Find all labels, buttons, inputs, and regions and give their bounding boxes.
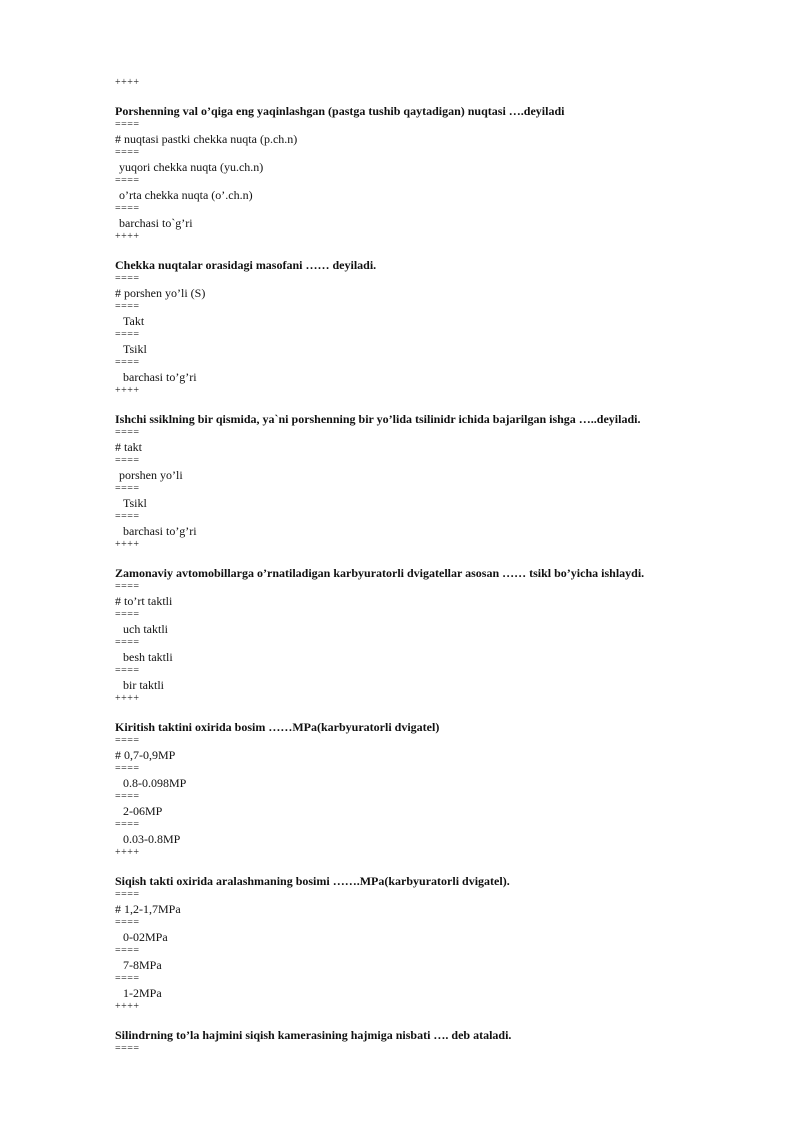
answer-option: 7-8MPa [123, 958, 162, 972]
answer-option: 2-06MP [123, 804, 163, 818]
separator: ==== [115, 427, 140, 438]
separator: ==== [115, 273, 140, 284]
separator: ==== [115, 1043, 140, 1054]
answer-correct: # takt [115, 440, 142, 454]
separator: ==== [115, 945, 140, 956]
answer-correct: # porshen yo’li (S) [115, 286, 206, 300]
answer-option: o’rta chekka nuqta (o’.ch.n) [119, 188, 253, 202]
question-block-6 [115, 874, 755, 1014]
separator-start: ++++ [115, 77, 140, 88]
separator: ==== [115, 917, 140, 928]
question-text: Kiritish taktini oxirida bosim ……MPa(karbyuratorli dvigatel) [115, 720, 440, 734]
separator: ==== [115, 973, 140, 984]
answer-option: 0.8-0.098MP [123, 776, 187, 790]
separator: ++++ [115, 539, 140, 550]
separator: ==== [115, 665, 140, 676]
answer-option: Tsikl [123, 496, 147, 510]
separator: ==== [115, 581, 140, 592]
answer-option: barchasi to`g’ri [119, 216, 193, 230]
answer-correct: # nuqtasi pastki chekka nuqta (p.ch.n) [115, 132, 298, 146]
question-text: Siqish takti oxirida aralashmaning bosimi …….MPa(karbyuratorli dvigatel). [115, 874, 510, 888]
separator: ++++ [115, 693, 140, 704]
answer-option: 0-02MPa [123, 930, 168, 944]
answer-correct: # 0,7-0,9MP [115, 748, 176, 762]
separator: ==== [115, 147, 140, 158]
question-block-7 [115, 1028, 755, 1056]
question-block-5 [115, 720, 755, 860]
separator: ==== [115, 119, 140, 130]
separator: ==== [115, 329, 140, 340]
separator: ==== [115, 483, 140, 494]
answer-option: Tsikl [123, 342, 147, 356]
separator: ==== [115, 763, 140, 774]
separator: ==== [115, 735, 140, 746]
question-text: Zamonaviy avtomobillarga o’rnatiladigan karbyuratorli dvigatellar asosan …… tsikl bo’yicha ishlaydi. [115, 566, 645, 580]
separator: ==== [115, 637, 140, 648]
answer-option: Takt [123, 314, 145, 328]
answer-option: uch taktli [123, 622, 168, 636]
separator: ==== [115, 791, 140, 802]
test-document [115, 76, 755, 1056]
question-block-4 [115, 566, 755, 706]
answer-correct: # to’rt taktli [115, 594, 173, 608]
separator: ++++ [115, 847, 140, 858]
answer-option: porshen yo’li [119, 468, 183, 482]
separator: ==== [115, 175, 140, 186]
separator: ==== [115, 609, 140, 620]
question-text: Chekka nuqtalar orasidagi masofani …… deyiladi. [115, 258, 377, 272]
answer-option: 0.03-0.8MP [123, 832, 181, 846]
separator: ==== [115, 357, 140, 368]
separator: ==== [115, 455, 140, 466]
question-text: Porshenning val o’qiga eng yaqinlashgan (pastga tushib qaytadigan) nuqtasi ….deyiladi [115, 104, 565, 118]
answer-option: yuqori chekka nuqta (yu.ch.n) [119, 160, 264, 174]
question-block-1 [115, 104, 755, 244]
answer-correct: # 1,2-1,7MPa [115, 902, 181, 916]
separator: ==== [115, 203, 140, 214]
answer-option: bir taktli [123, 678, 164, 692]
separator: ==== [115, 889, 140, 900]
separator: ++++ [115, 385, 140, 396]
question-block-2 [115, 258, 755, 398]
separator: ++++ [115, 231, 140, 242]
separator: ++++ [115, 1001, 140, 1012]
question-block-3 [115, 412, 755, 552]
separator: ==== [115, 511, 140, 522]
answer-option: 1-2MPa [123, 986, 162, 1000]
answer-option: barchasi to’g’ri [123, 524, 197, 538]
separator: ==== [115, 819, 140, 830]
question-text: Ishchi ssiklning bir qismida, ya`ni porshenning bir yo’lida tsilinidr ichida bajarilgan ishga …..deyiladi. [115, 412, 641, 426]
question-text: Silindrning to’la hajmini siqish kamerasining hajmiga nisbati …. deb ataladi. [115, 1028, 512, 1042]
separator: ==== [115, 301, 140, 312]
answer-option: barchasi to’g’ri [123, 370, 197, 384]
answer-option: besh taktli [123, 650, 173, 664]
